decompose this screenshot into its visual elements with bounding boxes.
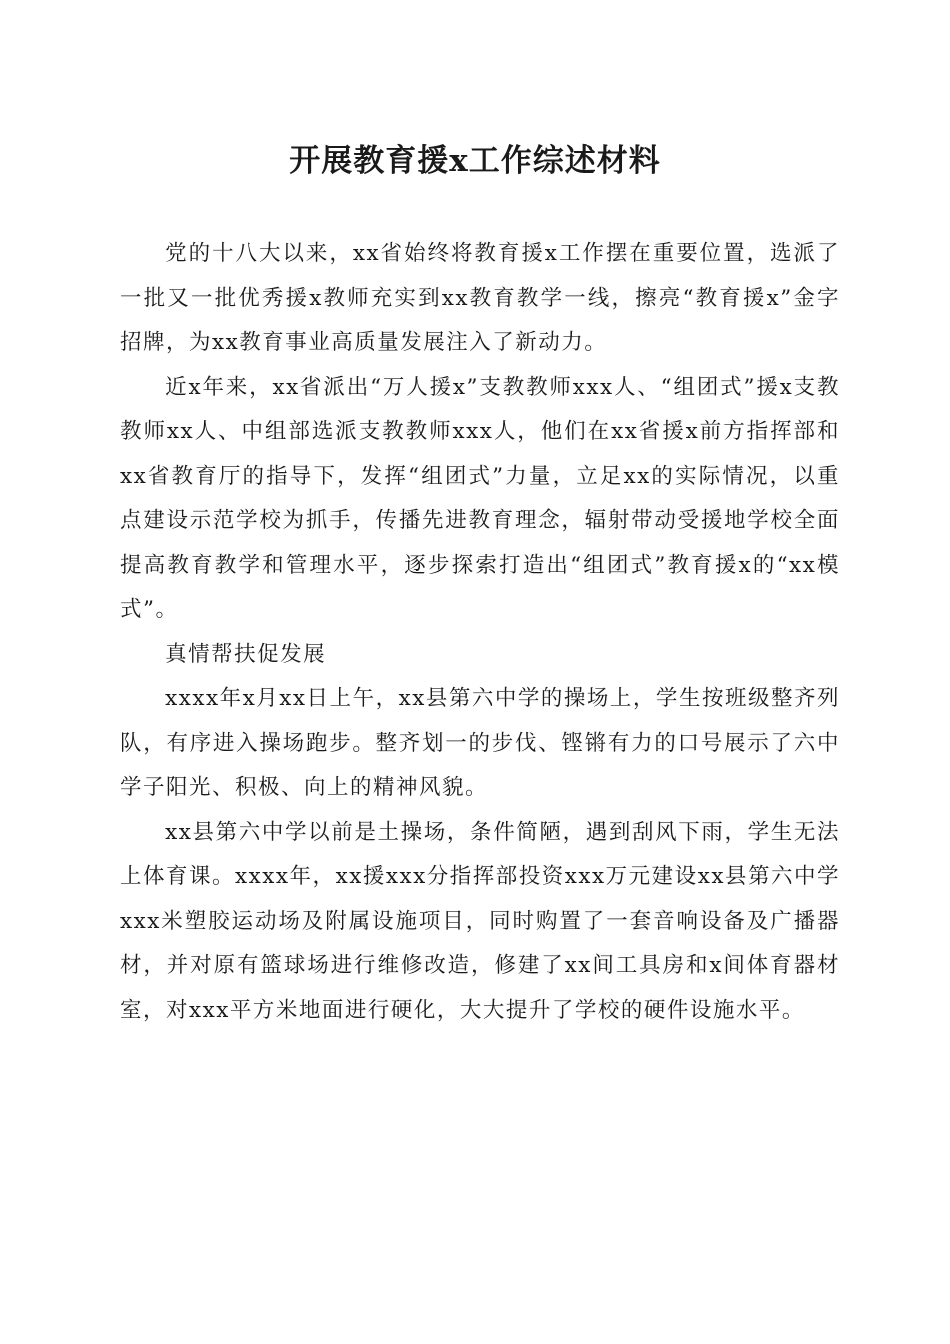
section-heading: 真情帮扶促发展 [165,641,327,667]
document-body [120,232,840,1033]
paragraph-overview: 近x年来，xx省派出“万人援x”支教教师xxx人、“组团式”援x支教教师xx人、中组部选派支教教师xxx人，他们在xx省援x前方指挥部和xx省教育厅的指导下，发挥“组团式”力量，立足xx的实际情况，以重点建设示范学校为抓手，传播先进教育理念，辐射带动受援地学校全面提高教育教学和管理水平，逐步探索打造出“组团式”教育援x的“xx模式”。 [120,374,840,622]
paragraph-intro: 党的十八大以来，xx省始终将教育援x工作摆在重要位置，选派了一批又一批优秀援x教师充实到xx教育教学一线，擦亮“教育援x”金字招牌，为xx教育事业高质量发展注入了新动力。 [120,241,840,355]
paragraph-school-scene: xxxx年x月xx日上午，xx县第六中学的操场上，学生按班级整齐列队，有序进入操场跑步。整齐划一的步伐、铿锵有力的口号展示了六中学子阳光、积极、向上的精神风貌。 [120,686,840,800]
paragraph-school-facilities: xx县第六中学以前是土操场，条件简陋，遇到刮风下雨，学生无法上体育课。xxxx年，xx援xxx分指挥部投资xxx万元建设xx县第六中学xxx米塑胶运动场及附属设施项目，同时购置了一套音响设备及广播器材，并对原有篮球场进行维修改造，修建了xx间工具房和x间体育器材室，对xxx平方米地面进行硬化，大大提升了学校的硬件设施水平。 [120,819,840,1023]
document-title: 开展教育援x工作综述材料 [289,143,661,179]
